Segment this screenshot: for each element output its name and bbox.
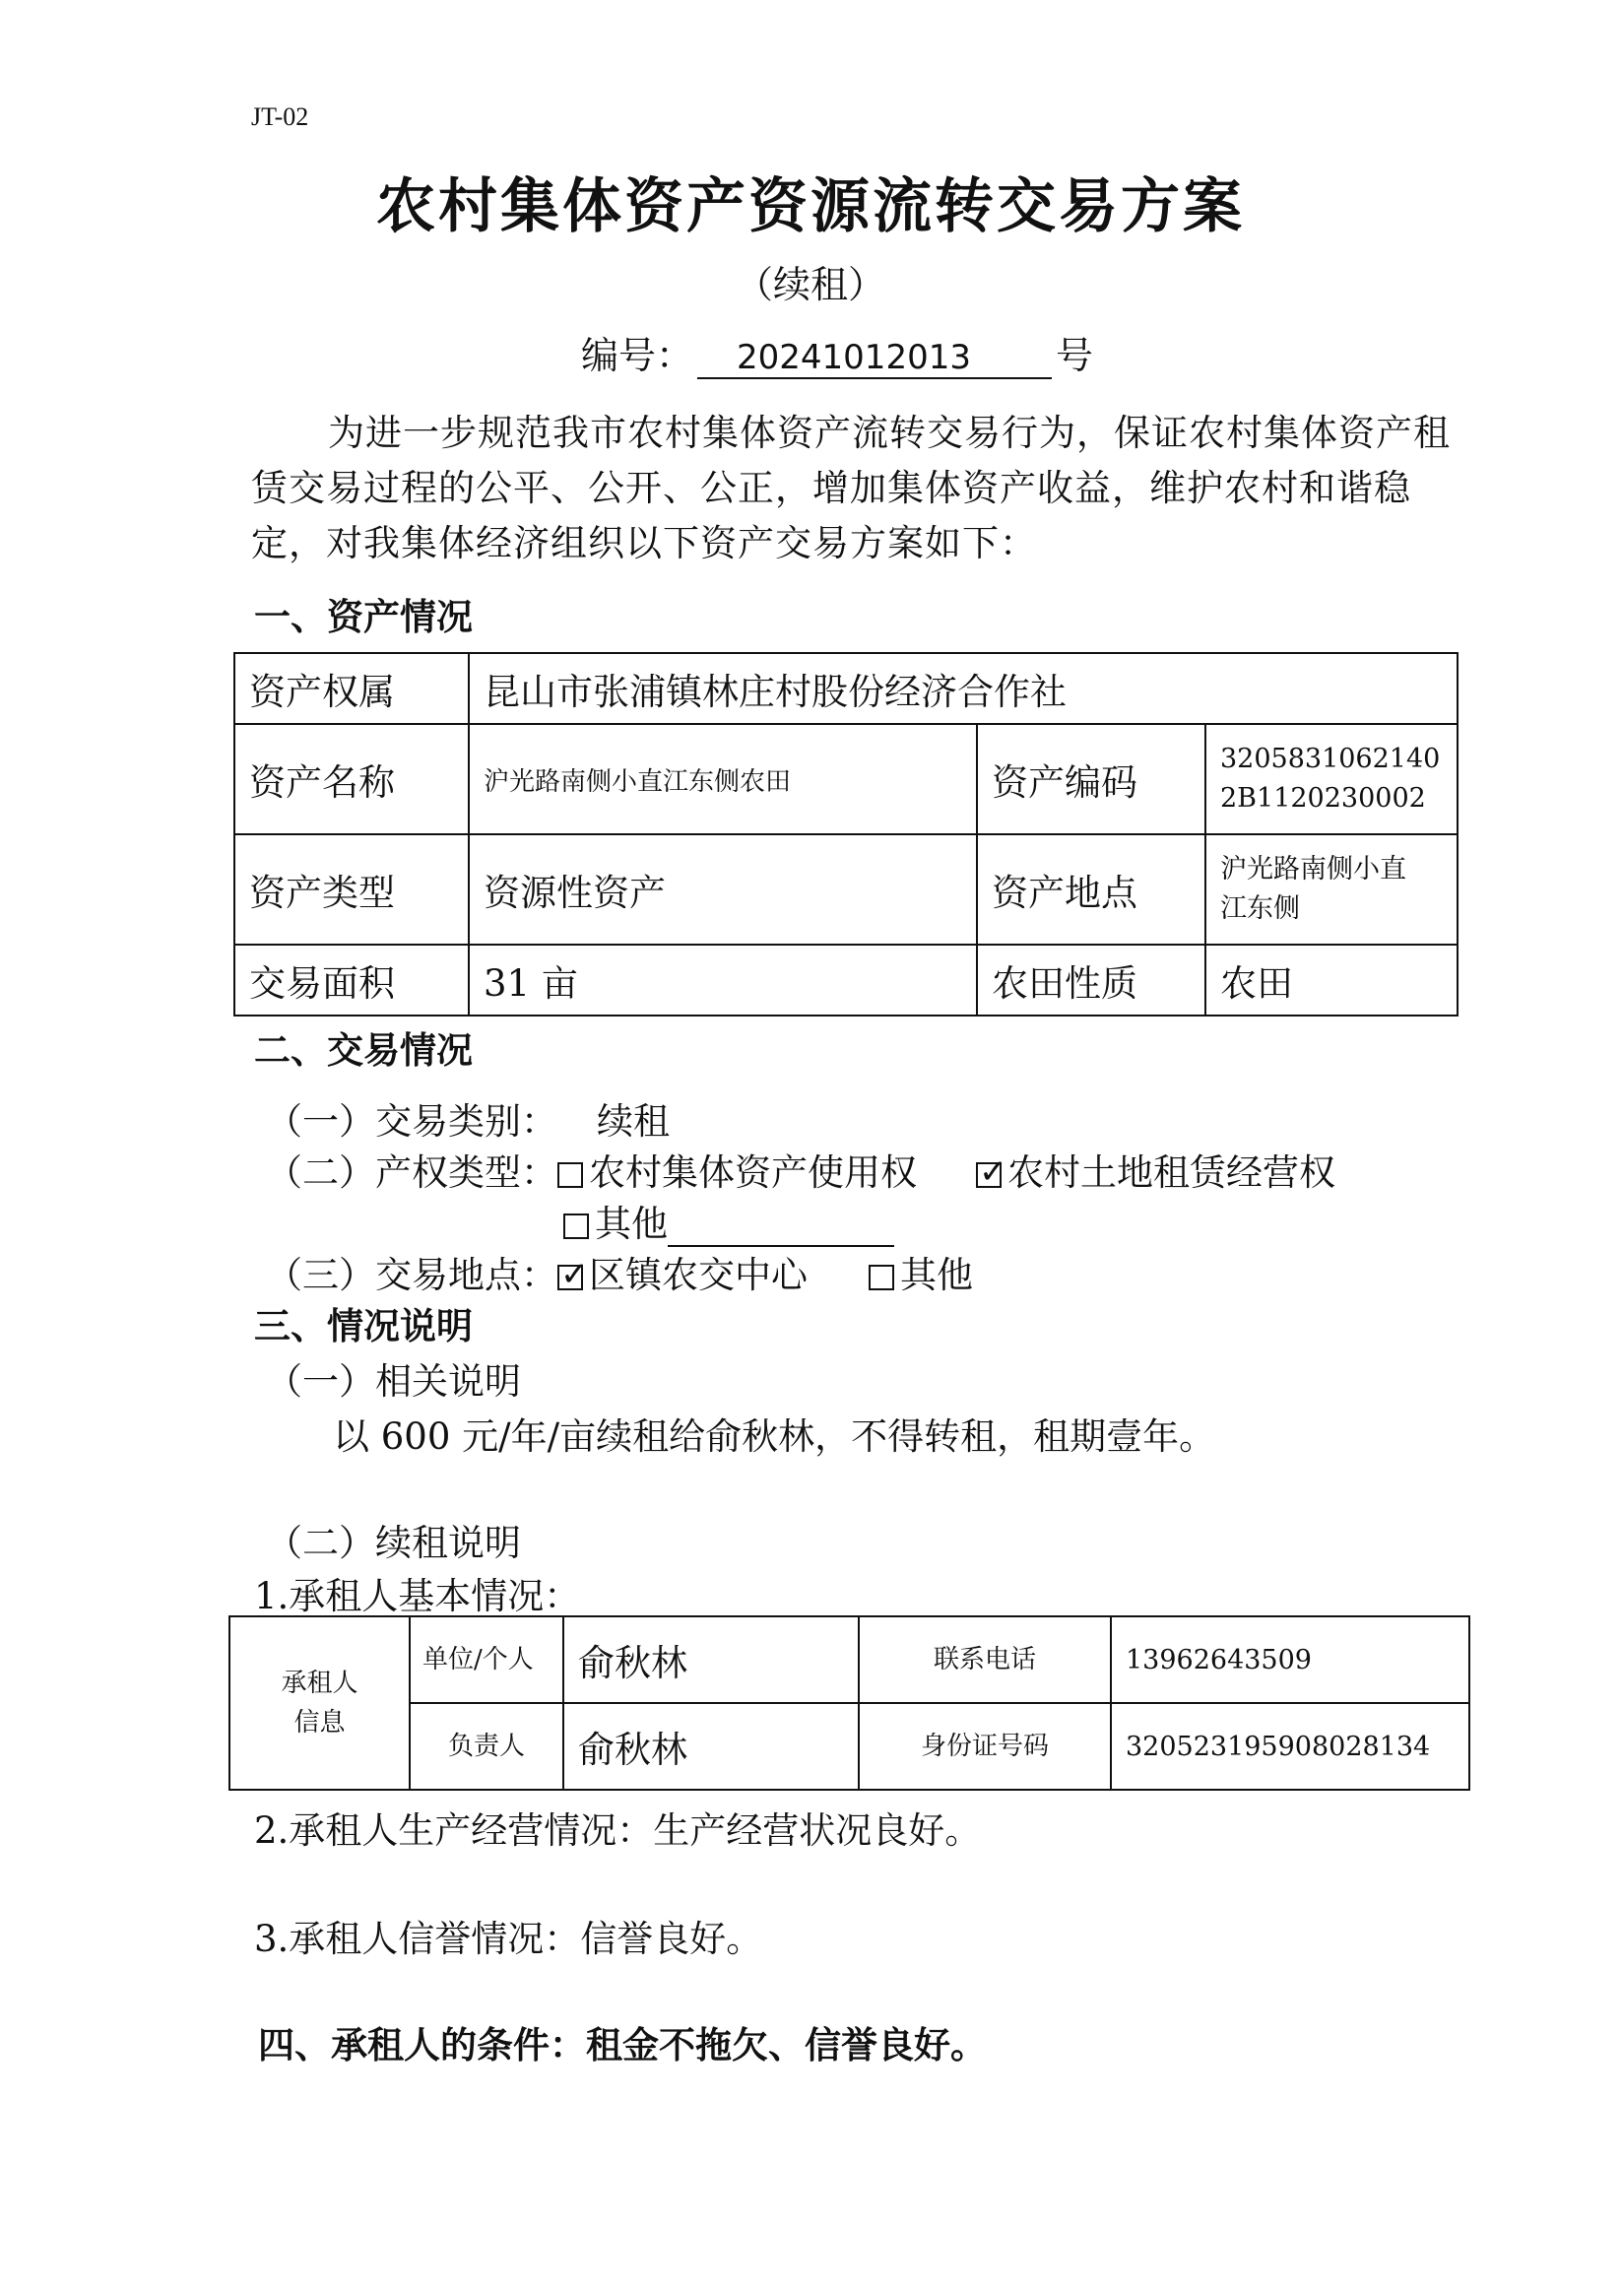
- owner-value: 昆山市张浦镇林庄村股份经济合作社: [469, 653, 1458, 724]
- option-town-center: 区镇农交中心: [589, 1254, 808, 1296]
- phone-label: 联系电话: [859, 1616, 1111, 1703]
- transaction-place-label: （三）交易地点：: [266, 1254, 557, 1296]
- item-tenant-basic: 1.承租人基本情况：: [254, 1575, 581, 1617]
- asset-location-line-1: 沪光路南侧小直: [1220, 854, 1406, 885]
- asset-code-value: [1205, 724, 1458, 834]
- sub-heading-related: （一）相关说明: [266, 1360, 521, 1403]
- serial-value: 20241012013: [697, 338, 1052, 379]
- tenant-table: [228, 1615, 1470, 1791]
- serial-number-row: [581, 325, 1093, 379]
- checkbox-property-other[interactable]: [563, 1214, 589, 1239]
- table-row: [234, 724, 1458, 834]
- section-heading-explanation: 三、情况说明: [254, 1305, 473, 1347]
- asset-type-value: 资源性资产: [469, 834, 977, 945]
- asset-table: [233, 652, 1459, 1017]
- transaction-type-row: [266, 1091, 670, 1145]
- table-row: [234, 653, 1458, 724]
- checkbox-place-other[interactable]: [869, 1265, 894, 1290]
- asset-code-line-1: 3205831062140: [1220, 744, 1441, 774]
- option-collective-use-right: 农村集体资产使用权: [589, 1151, 917, 1194]
- serial-label: 编号：: [581, 334, 694, 377]
- area-label: 交易面积: [234, 945, 469, 1016]
- tenant-info-label: 承租人信息: [229, 1616, 410, 1790]
- unit-value: 俞秋林: [563, 1616, 859, 1703]
- property-type-other-row: [563, 1194, 894, 1247]
- leader-value: 俞秋林: [563, 1703, 859, 1790]
- section-heading-conditions: 四、承租人的条件：租金不拖欠、信誉良好。: [258, 2024, 987, 2066]
- related-text: 以 600 元/年/亩续租给俞秋林，不得转租，租期壹年。: [333, 1415, 1216, 1458]
- asset-location-value: [1205, 834, 1458, 945]
- phone-value: 13962643509: [1111, 1616, 1469, 1703]
- page-subtitle: （续租）: [735, 263, 885, 306]
- table-row: [234, 834, 1458, 945]
- sub-heading-renewal: （二）续租说明: [266, 1522, 521, 1564]
- other-blank-line: [668, 1215, 894, 1247]
- id-label: 身份证号码: [859, 1703, 1111, 1790]
- item-tenant-operation: 2.承租人生产经营情况：生产经营状况良好。: [254, 1809, 982, 1852]
- serial-suffix: 号: [1056, 334, 1094, 377]
- id-value: 320523195908028134: [1111, 1703, 1469, 1790]
- page-title: 农村集体资产资源流转交易方案: [376, 172, 1245, 241]
- transaction-type-value: 续租: [597, 1100, 670, 1143]
- table-row: [229, 1703, 1469, 1790]
- doc-code: JT-02: [251, 102, 309, 131]
- item-tenant-credit: 3.承租人信誉情况：信誉良好。: [254, 1918, 763, 1960]
- option-property-other: 其他: [595, 1203, 668, 1245]
- asset-type-label: 资产类型: [234, 834, 469, 945]
- owner-label: 资产权属: [234, 653, 469, 724]
- unit-label: 单位/个人: [410, 1616, 563, 1703]
- checkbox-collective-use-right[interactable]: [557, 1162, 583, 1188]
- asset-name-value: 沪光路南侧小直江东侧农田: [469, 724, 977, 834]
- intro-paragraph: 为进一步规范我市农村集体资产流转交易行为，保证农村集体资产租赁交易过程的公平、公开、公正，增加集体资产收益，维护农村和谐稳定，对我集体经济组织以下资产交易方案如下：: [251, 412, 1451, 564]
- nature-value: 农田: [1205, 945, 1458, 1016]
- transaction-place-row: [266, 1245, 973, 1298]
- asset-name-label: 资产名称: [234, 724, 469, 834]
- asset-location-line-2: 江东侧: [1220, 893, 1300, 924]
- checkbox-town-center[interactable]: [557, 1265, 583, 1290]
- asset-code-line-2: 2B1120230002: [1220, 783, 1426, 814]
- leader-label: 负责人: [410, 1703, 563, 1790]
- area-value: 31 亩: [469, 945, 977, 1016]
- asset-code-label: 资产编码: [977, 724, 1205, 834]
- nature-label: 农田性质: [977, 945, 1205, 1016]
- option-place-other: 其他: [900, 1254, 973, 1296]
- asset-location-label: 资产地点: [977, 834, 1205, 945]
- section-heading-transaction: 二、交易情况: [254, 1029, 473, 1072]
- checkbox-land-lease-right[interactable]: [976, 1162, 1002, 1188]
- transaction-type-label: （一）交易类别：: [266, 1100, 557, 1143]
- property-type-row: [266, 1143, 1335, 1196]
- property-type-label: （二）产权类型：: [266, 1151, 557, 1194]
- table-row: [234, 945, 1458, 1016]
- table-row: [229, 1616, 1469, 1703]
- option-land-lease-right: 农村土地租赁经营权: [1007, 1151, 1335, 1194]
- section-heading-assets: 一、资产情况: [254, 596, 473, 638]
